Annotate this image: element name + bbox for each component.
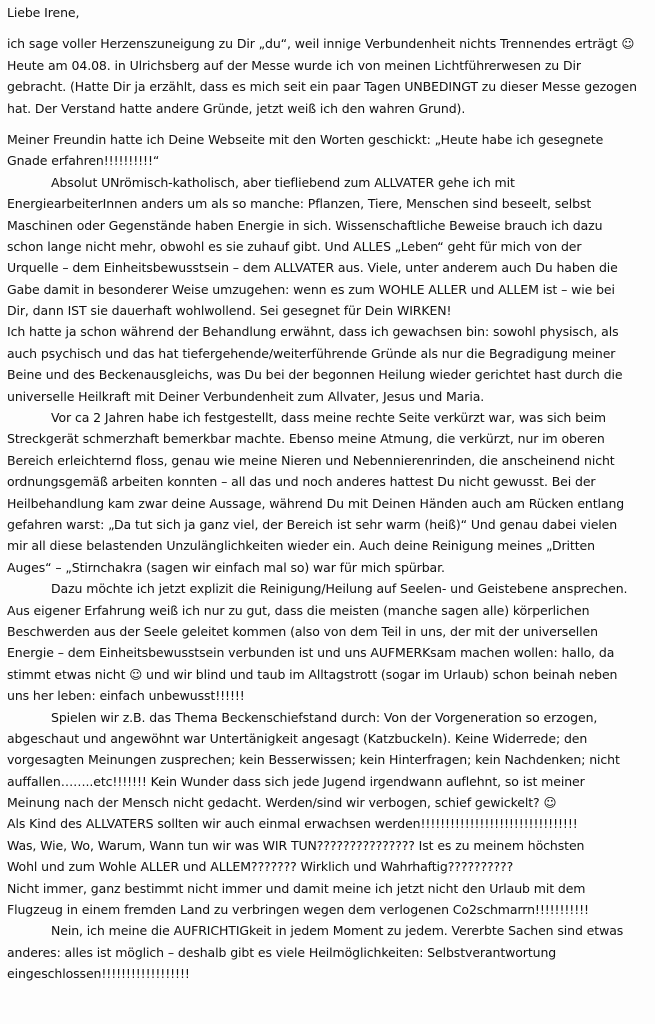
text-line: Nein, ich meine die AUFRICHTIGkeit in jedem Moment zu jedem. Vererbte Sachen sind etwas [51, 923, 624, 939]
text-line: Energie – dem Einheitsbewusstsein verbunden ist und uns AUFMERKsam machen wollen: hallo, da [7, 645, 615, 661]
text-line: Urquelle – dem Einheitsbewusstsein – dem ALLVATER aus. Viele, unter anderem auch Du haben die [7, 260, 618, 276]
letter-body [7, 2, 652, 985]
text-line: hat. Der Verstand hatte andere Gründe, jetzt weiß ich den wahren Grund). [7, 100, 466, 116]
text-line: Heute am 04.08. in Ulrichsberg auf der Messe wurde ich von meinen Lichtführerwesen zu Dir [7, 57, 581, 73]
text-line: Nicht immer, ganz bestimmt nicht immer und damit meine ich jetzt nicht den Urlaub mit dem [7, 880, 586, 896]
text-line: eingeschlossen!!!!!!!!!!!!!!!!!! [7, 966, 190, 982]
paragraph-treatment [7, 407, 652, 578]
text-line: Vor ca 2 Jahren habe ich festgestellt, dass meine rechte Seite verkürzt war, was sich beim [51, 410, 606, 426]
text-line: Dazu möchte ich jetzt explizit die Reinigung/Heilung auf Seelen- und Geistebene ansprechen. [51, 581, 628, 597]
text-line: Beschwerden aus der Seele geleitet kommen (also von dem Teil in uns, der mit der universellen [7, 623, 598, 639]
text-line: Was, Wie, Wo, Warum, Wann tun wir was WIR TUN??????????????? Ist es zu meinem höchsten [7, 837, 585, 853]
text-line: auch psychisch und das hat tiefergehende/weiterführende Gründe als nur die Begradigung meiner [7, 345, 616, 361]
text-line: Heilbehandlung kam zwar deine Aussage, während Du mit Deinen Händen auch am Rücken entlang [7, 495, 625, 511]
paragraph-allvater [7, 172, 652, 407]
text-line: Meinung nach der Mensch nicht gedacht. Werden/sind wir verbogen, schief gewickelt? ☺ [7, 795, 557, 811]
text-line: Absolut UNrömisch-katholisch, aber tiefliebend zum ALLVATER gehe ich mit [51, 174, 515, 190]
text-line: stimmt etwas nicht ☺ und wir blind und taub im Alltagstrott (sogar im Urlaub) schon beinah neben [7, 666, 618, 682]
paragraph-soul [7, 578, 652, 706]
text-line: Spielen wir z.B. das Thema Beckenschiefstand durch: Von der Vorgeneration so erzogen, [51, 709, 598, 725]
paragraph-friend [7, 129, 652, 172]
greeting: Liebe Irene, [7, 5, 80, 20]
text-line: schon lange nicht mehr, obwohl es sie zuhauf gibt. Und ALLES „Leben“ geht für mich von der [7, 238, 582, 254]
text-line: Gnade erfahren!!!!!!!!!!“ [7, 153, 160, 169]
text-line: gebracht. (Hatte Dir ja erzählt, dass es mich seit ein paar Tagen UNBEDINGT zu dieser Messe gezogen [7, 79, 637, 95]
paragraph-pelvis [7, 707, 652, 921]
text-line: abgeschaut und angewöhnt war Untertänigkeit angesagt (Katzbuckeln). Keine Widerrede; den [7, 730, 588, 746]
text-line: Flugzeug in einem fremden Land zu verbringen wegen dem verlogenen Co2schmarrn!!!!!!!!!!! [7, 902, 589, 918]
text-line: uns her leben: einfach unbewusst!!!!!! [7, 688, 245, 704]
text-line: Gabe damit in besonderer Weise umzugehen: wenn es zum WOHLE ALLER und ALLEM ist – wie bei [7, 281, 615, 297]
text-line: Maschinen oder Gegenstände haben Energie in sich. Wissenschaftliche Beweise brauch ich dazu [7, 217, 603, 233]
text-line: auffallen……..etc!!!!!!! Kein Wunder dass sich jede Jugend irgendwann auflehnt, so ist meiner [7, 773, 585, 789]
text-line: Streckgerät schmerzhaft bemerkbar machte. Ebenso meine Atmung, die verkürzt, nur im oberen [7, 431, 605, 447]
text-line: anderes: alles ist möglich – deshalb gibt es viele Heilmöglichkeiten: Selbstverantwortung [7, 944, 557, 960]
text-line: universelle Heilkraft mit Deiner Verbundenheit zum Allvater, Jesus und Maria. [7, 388, 485, 404]
text-line: Wohl und zum Wohle ALLER und ALLEM??????? Wirklich und Wahrhaftig?????????? [7, 859, 514, 875]
text-line: EnergiearbeiterInnen anders um als so manche: Pflanzen, Tiere, Menschen sind beseelt, selbst [7, 196, 592, 212]
text-line: Bereich erleichternd floss, genau wie meine Nieren und Nebennierenrinden, die anscheinend nicht [7, 452, 615, 468]
text-line: gefahren warst: „Da tut sich ja ganz viel, der Bereich ist sehr warm (heiß)“ Und genau dabei vielen [7, 516, 618, 532]
text-line: Auges“ – „Stirnchakra (sagen wir einfach mal so) war für mich spürbar. [7, 559, 445, 575]
text-line: Dir, dann IST sie dauerhaft wohlwollend. Sei gesegnet für Dein WIRKEN! [7, 303, 452, 319]
text-line: mir all diese belastenden Unzulänglichkeiten wieder ein. Auch deine Reinigung meines „Dritten [7, 538, 595, 554]
text-line: Als Kind des ALLVATERS sollten wir auch einmal erwachsen werden!!!!!!!!!!!!!!!!!!!!!!!!!!!!!!!! [7, 816, 578, 832]
text-line: ich sage voller Herzenszuneigung zu Dir „du“, weil innige Verbundenheit nichts Trennendes erträgt ☺ [7, 36, 635, 52]
text-line: Meiner Freundin hatte ich Deine Webseite mit den Worten geschickt: „Heute habe ich gesegnete [7, 131, 604, 147]
text-line: Beine und des Beckenausgleichs, was Du bei der begonnen Heilung wieder gerichtet hast durch die [7, 367, 623, 383]
paragraph-sincerity [7, 920, 652, 984]
text-line: Ich hatte ja schon während der Behandlung erwähnt, dass ich gewachsen bin: sowohl physisch, als [7, 324, 619, 340]
text-line: vorgesagten Meinungen zusprechen; kein Besserwissen; kein Hinterfragen; kein Nachdenken; nicht [7, 752, 620, 768]
text-line: Aus eigener Erfahrung weiß ich nur zu gut, dass die meisten (manche sagen alle) körperlichen [7, 602, 590, 618]
paragraph-intro [7, 33, 652, 119]
text-line: ordnungsgemäß arbeiten konnten – all das und noch anderes hattest Du nicht gewusst. Bei der [7, 474, 596, 490]
